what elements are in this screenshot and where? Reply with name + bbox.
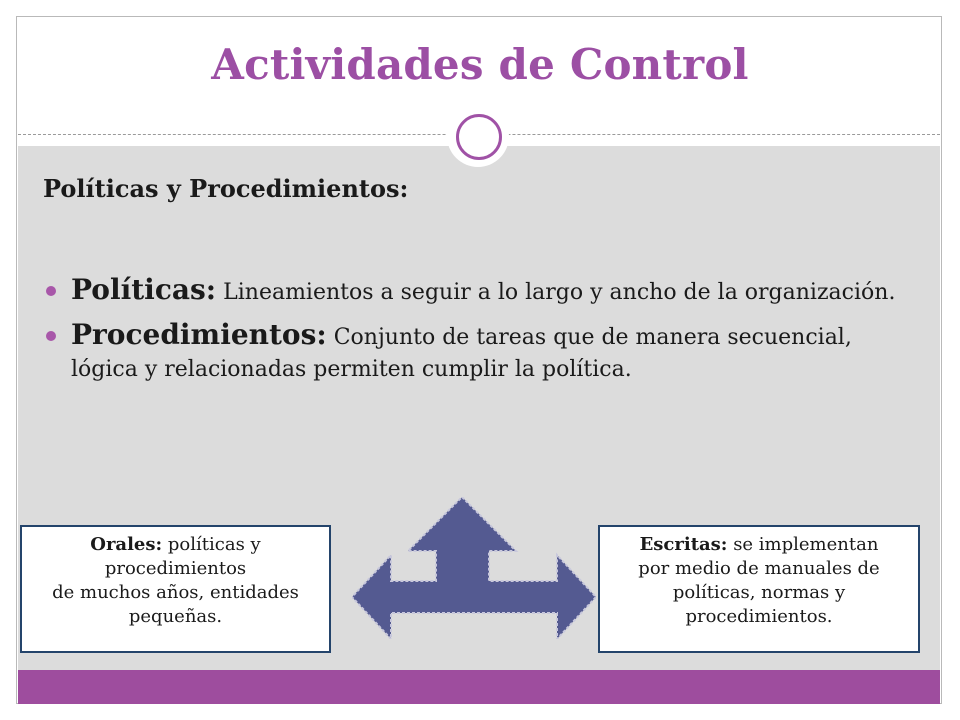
escritas-text-1: se implementan bbox=[733, 534, 879, 555]
orales-line-4: pequeñas. bbox=[128, 606, 223, 627]
bullet-dot-icon bbox=[46, 331, 56, 341]
escritas-line-3: políticas, normas y bbox=[672, 582, 846, 603]
escritas-box bbox=[598, 525, 920, 653]
orales-box bbox=[20, 525, 331, 653]
escritas-line-2: por medio de manuales de bbox=[638, 558, 880, 579]
orales-term: Orales: bbox=[90, 534, 163, 555]
bullet-text: Lineamientos a seguir a lo largo y ancho de la organización. bbox=[223, 280, 896, 305]
arrow-shape bbox=[352, 497, 596, 639]
bullet-term: Políticas: bbox=[71, 273, 217, 306]
bullet-term: Procedimientos: bbox=[71, 318, 327, 351]
escritas-line-1 bbox=[600, 533, 918, 557]
section-subtitle: Políticas y Procedimientos: bbox=[43, 174, 409, 203]
escritas-line-4: procedimientos. bbox=[685, 606, 833, 627]
orales-line-2: procedimientos bbox=[104, 558, 247, 579]
escritas-term: Escritas: bbox=[639, 534, 728, 555]
orales-text-1: políticas y bbox=[167, 534, 261, 555]
bottom-accent-bar bbox=[18, 670, 940, 704]
orales-line-1 bbox=[22, 533, 329, 557]
bullet-item-politicas bbox=[40, 274, 920, 309]
circle-icon bbox=[456, 114, 502, 160]
bullet-dot-icon bbox=[46, 286, 56, 296]
bullet-text: Conjunto de tareas que de manera secuencial, lógica y relacionadas permiten cumplir la política. bbox=[71, 325, 852, 382]
bullet-item-procedimientos bbox=[40, 319, 920, 386]
orales-line-3: de muchos años, entidades bbox=[52, 582, 299, 603]
three-way-arrow-icon bbox=[352, 497, 596, 639]
slide-title: Actividades de Control bbox=[211, 40, 749, 89]
bullet-list bbox=[40, 274, 920, 396]
